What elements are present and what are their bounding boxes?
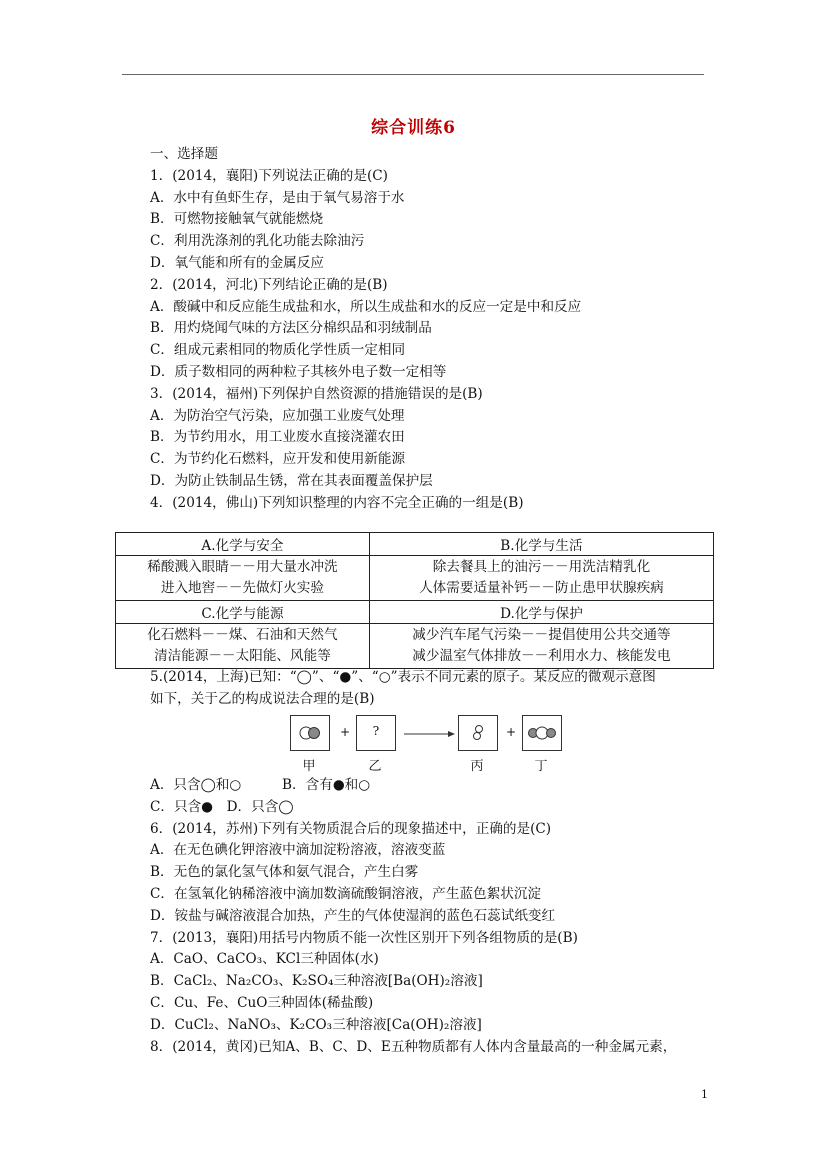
option-line: B．CaCl₂、Na₂CO₃、K₂SO₄三种溶液[Ba(OH)₂溶液] (150, 973, 483, 990)
question-3: 3．(2014，福州)下列保护自然资源的措施错误的是(B) (150, 385, 483, 402)
question-1: 1．(2014，襄阳)下列说法正确的是(C) (150, 167, 388, 184)
reactant-yi-box (356, 715, 396, 751)
table-cell-line: 人体需要适量补钙－－防止患甲状腺疾病 (419, 580, 664, 596)
table-cell-b-head: B.化学与生活 (369, 533, 713, 556)
table-cell-line: 稀酸溅入眼睛－－用大量水冲洗 (147, 559, 338, 575)
plus-sign: + (340, 725, 351, 739)
option-line: D．氧气能和所有的金属反应 (150, 254, 325, 271)
knowledge-table (115, 532, 714, 669)
option-line: D．CuCl₂、NaNO₃、K₂CO₃三种溶液[Ca(OH)₂溶液] (150, 1016, 482, 1033)
option-line: D．铵盐与碱溶液混合加热，产生的气体使湿润的蓝色石蕊试纸变红 (150, 907, 556, 924)
table-cell-c-body (116, 624, 370, 669)
option-line: B．无色的氯化氢气体和氨气混合，产生白雾 (150, 864, 419, 881)
question-8: 8．(2014，黄冈)已知A、B、C、D、E五种物质都有人体内含量最高的一种金属元素， (150, 1038, 677, 1055)
question-5-line-1: 5.(2014，上海)已知：“◯”、“●”、“○”表示不同元素的原子。某反应的微观示意图 (150, 669, 656, 685)
question-5-line-2: 如下，关于乙的构成说法合理的是(B) (150, 690, 375, 707)
label-bing: 丙 (470, 759, 484, 774)
unknown-mark: ? (372, 724, 380, 738)
reactant-jia-box (290, 715, 330, 751)
question-6: 6．(2014，苏州)下列有关物质混合后的现象描述中，正确的是(C) (150, 820, 552, 837)
question-2: 2．(2014，河北)下列结论正确的是(B) (150, 276, 388, 293)
option-line: D．为防止铁制品生锈，常在其表面覆盖保护层 (150, 472, 433, 489)
table-cell-line: 进入地窖－－先做灯火实验 (160, 580, 324, 596)
header-rule (122, 74, 704, 75)
label-yi: 乙 (368, 759, 382, 774)
option-line: B．可燃物接触氧气就能燃烧 (150, 211, 324, 228)
option-line: C．只含● D．只含◯ (150, 798, 294, 815)
option-line: B．用灼烧闻气味的方法区分棉织品和羽绒制品 (150, 320, 432, 337)
section-heading: 一、选择题 (150, 146, 218, 162)
table-cell-line: 减少温室气体排放－－利用水力、核能发电 (412, 648, 671, 664)
reaction-arrow-icon (404, 729, 456, 739)
option-line: C．组成元素相同的物质化学性质一定相同 (150, 342, 406, 359)
molecule-ding-icon (523, 716, 561, 750)
option-line: A．水中有鱼虾生存，是由于氧气易溶于水 (150, 189, 405, 206)
molecule-bing-icon (459, 716, 497, 750)
page-title: 综合训练6 (371, 118, 456, 138)
reaction-diagram (288, 715, 578, 774)
question-7: 7．(2013，襄阳)用括号内物质不能一次性区别开下列各组物质的是(B) (150, 929, 578, 946)
table-cell-line: 清洁能源－－太阳能、风能等 (154, 648, 331, 664)
table-cell-line: 化石燃料－－煤、石油和天然气 (147, 627, 338, 643)
table-cell-d-head: D.化学与保护 (369, 601, 713, 624)
table-cell-c-head: C.化学与能源 (116, 601, 370, 624)
table-cell-a-body (116, 556, 370, 601)
option-line: A．只含◯和○ B．含有●和○ (150, 777, 371, 793)
option-line: A．CaO、CaCO₃、KCl三种固体(水) (150, 951, 379, 968)
page-number: 1 (701, 1088, 708, 1101)
table-cell-line: 减少汽车尾气污染－－提倡使用公共交通等 (412, 627, 671, 643)
plus-sign: + (506, 725, 517, 739)
table-cell-d-body (369, 624, 713, 669)
questions-1-4 (150, 144, 720, 515)
product-bing-box (458, 715, 498, 751)
label-jia: 甲 (302, 759, 316, 774)
label-ding: 丁 (534, 759, 548, 774)
questions-5-8 (150, 775, 720, 1058)
option-line: C．在氢氧化钠稀溶液中滴加数滴硫酸铜溶液，产生蓝色絮状沉淀 (150, 885, 542, 902)
option-line: C．利用洗涤剂的乳化功能去除油污 (150, 233, 365, 250)
option-line: D．质子数相同的两种粒子其核外电子数一定相等 (150, 363, 447, 380)
question-4: 4．(2014，佛山)下列知识整理的内容不完全正确的一组是(B) (150, 494, 524, 511)
product-ding-box (522, 715, 562, 751)
option-line: B．为节约用水，用工业废水直接浇灌农田 (150, 429, 405, 446)
table-cell-a-head: A.化学与安全 (116, 533, 370, 556)
option-line: C．Cu、Fe、CuO三种固体(稀盐酸) (150, 994, 374, 1011)
option-line: A．为防治空气污染，应加强工业废气处理 (150, 407, 405, 424)
table-cell-line: 除去餐具上的油污－－用洗洁精乳化 (432, 559, 651, 575)
option-line: C．为节约化石燃料，应开发和使用新能源 (150, 451, 406, 468)
table-cell-b-body (369, 556, 713, 601)
question-5 (150, 667, 720, 711)
option-line: A．在无色碘化钾溶液中滴加淀粉溶液，溶液变蓝 (150, 842, 446, 859)
molecule-jia-icon (291, 716, 329, 750)
option-line: A．酸碱中和反应能生成盐和水，所以生成盐和水的反应一定是中和反应 (150, 298, 582, 315)
